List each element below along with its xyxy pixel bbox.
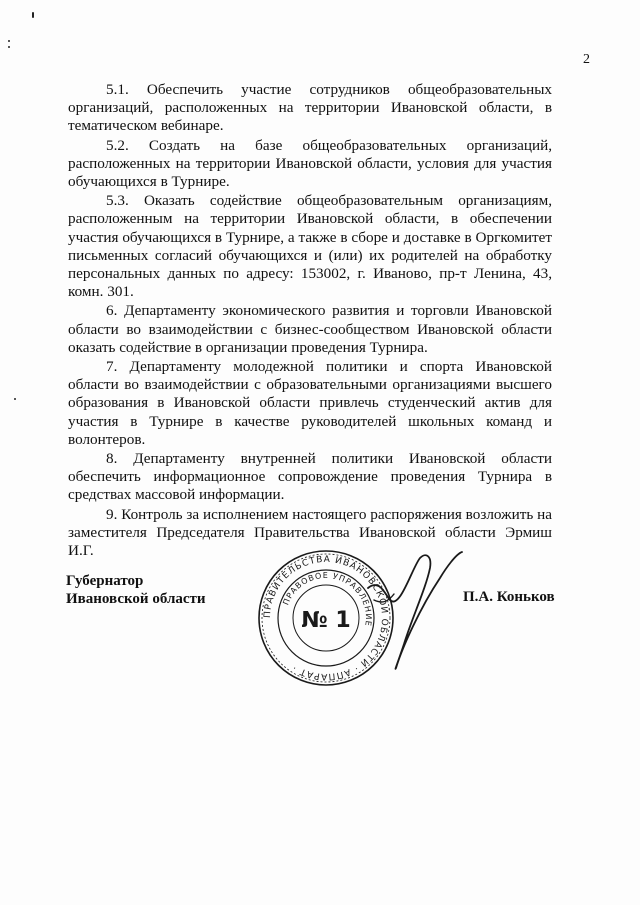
paragraph-7: 7. Департаменту молодежной политики и спорта Ивановской области во взаимодействии с образовательными организациями высшего образования в Ивановской области привлечь студенческий актив для участия в Турнире в качестве руководителей школьных команд и волонтеров. xyxy=(68,358,552,448)
paragraph-5-1: 5.1. Обеспечить участие сотрудников общеобразовательных организаций, расположенных на территории Ивановской области, в тематическом вебинаре. xyxy=(68,81,552,135)
paragraph-6: 6. Департаменту экономического развития и торговли Ивановской области во взаимодействии с бизнес-сообществом Ивановской области оказать содействие в организации проведения Турнира. xyxy=(68,302,552,356)
stamp-ring-text: ПРАВИТЕЛЬСТВА ИВАНОВСКОЙ ОБЛАСТИ · АППАРАТ · xyxy=(262,554,390,682)
signatory-title-line-2: Ивановской области xyxy=(66,591,206,607)
stamp-number: № 1 xyxy=(301,608,351,633)
paragraph-5-3: 5.3. Оказать содействие общеобразовательным организациям, расположенным на территории Ивановской области, в обеспечении участия обучающихся в Турнире, а также в сборе и доставке в Оргкомитет письменных согласий обучающихся и (или) их родителей на обработку персональных данных по адресу: 153002, г. Иваново, пр-т Ленина, 43, комн. 301. xyxy=(68,192,552,301)
paragraph-9: 9. Контроль за исполнением настоящего распоряжения возложить на заместителя Председателя Правительства Ивановской области Эрмиш И.Г. xyxy=(68,505,552,560)
paragraph-5-2: 5.2. Создать на базе общеобразовательных организаций, расположенных на территории Ивановской области, условия для участия обучающихся в Турнире. xyxy=(68,136,552,191)
signatory-name: П.А. Коньков xyxy=(463,589,555,605)
paragraph-8: 8. Департаменту внутренней политики Ивановской области обеспечить информационное сопровождение проведения Турнира в средствах массовой информации. xyxy=(68,450,552,504)
page-number: 2 xyxy=(583,52,590,67)
signatory-title xyxy=(66,572,206,608)
signatory-title-line-1: Губернатор xyxy=(66,573,144,589)
stamp-inner-text: ПРАВОВОЕ УПРАВЛЕНИЕ xyxy=(281,570,374,628)
handwritten-signature-icon xyxy=(360,548,470,678)
